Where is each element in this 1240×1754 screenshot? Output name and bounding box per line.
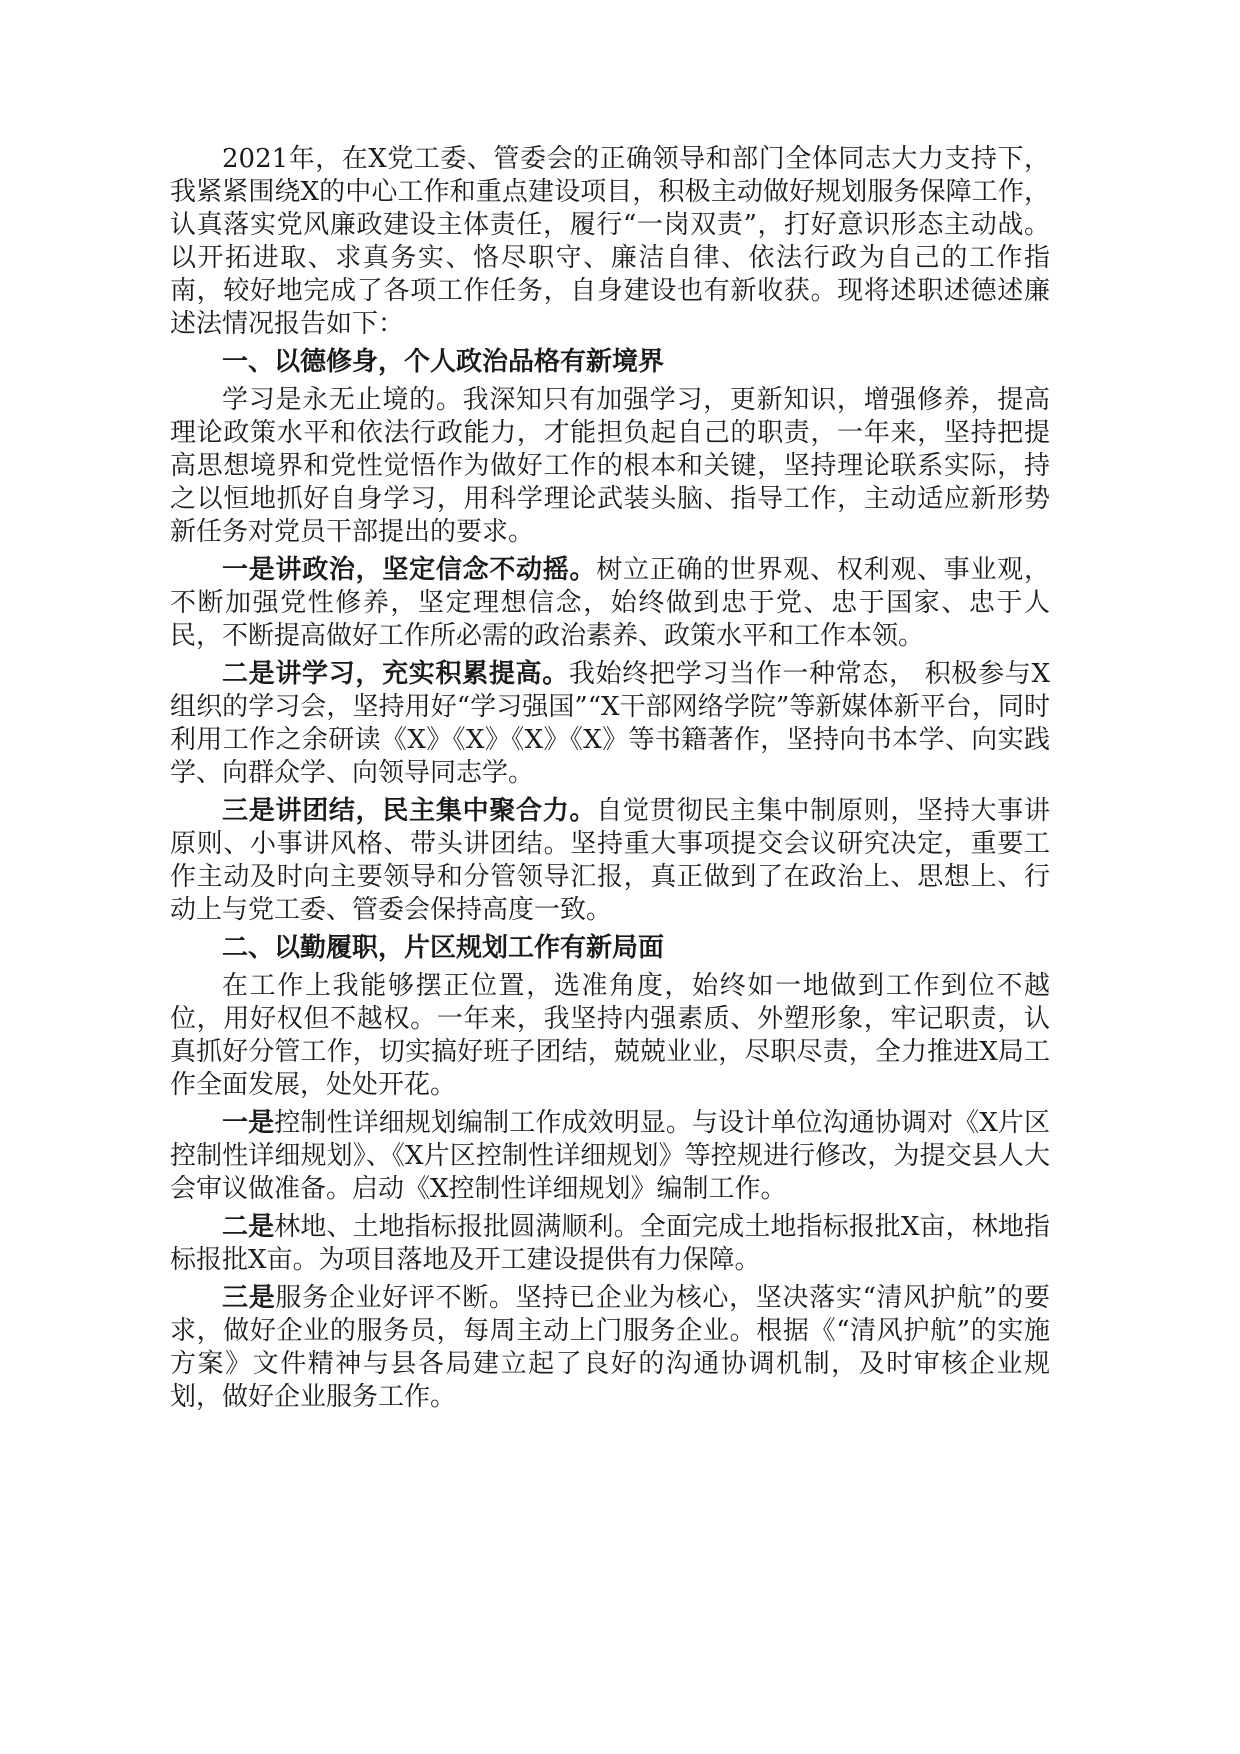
item-lead: 三是: [222, 1283, 276, 1313]
section1-intro-paragraph: 学习是永无止境的。我深知只有加强学习，更新知识，增强修养，提高理论政策水平和依法行政能力，才能担负起自己的职责，一年来，坚持把提高思想境界和党性觉悟作为做好工作的根本和关键，坚持理论联系实际，持之以恒地抓好自身学习，用科学理论武装头脑、指导工作，主动适应新形势新任务对党员干部提出的要求。: [170, 385, 1050, 547]
item-lead: 一是讲政治，坚定信念不动摇。: [222, 555, 597, 585]
section2-item-planning: [170, 1107, 1050, 1206]
section2-heading: 二、以勤履职，片区规划工作有新局面: [222, 933, 665, 963]
item-text: 树立正确的世界观、权利观、事业观，不断加强党性修养，坚定理想信念，始终做到忠于党、忠于国家、忠于人民，不断提高做好工作所必需的政治素养、政策水平和工作本领。: [170, 555, 1050, 651]
item-text: 服务企业好评不断。坚持已企业为核心，坚决落实“清风护航”的要求，做好企业的服务员，每周主动上门服务企业。根据《“清风护航”的实施方案》文件精神与县各局建立起了良好的沟通协调机制，及时审核企业规划，做好企业服务工作。: [170, 1283, 1050, 1412]
document-body: [170, 143, 1050, 1419]
item-text: 林地、土地指标报批圆满顺利。全面完成土地指标报批X亩，林地指标报批X亩。为项目落地及开工建设提供有力保障。: [170, 1212, 1050, 1275]
item-text: 我始终把学习当作一种常态， 积极参与X组织的学习会，坚持用好“学习强国”“X干部网络学院”等新媒体新平台，同时利用工作之余研读《X》《X》《X》《X》等书籍著作，坚持向书本学、向实践学、向群众学、向领导同志学。: [170, 659, 1050, 788]
section1-item-politics: [170, 554, 1050, 653]
section2-item-land: [170, 1211, 1050, 1277]
section1-heading: 一、以德修身，个人政治品格有新境界: [222, 347, 665, 377]
item-lead: 三是讲团结，民主集中聚合力。: [222, 796, 597, 826]
item-text: 控制性详细规划编制工作成效明显。与设计单位沟通协调对《X片区控制性详细规划》、《X片区控制性详细规划》等控规进行修改，为提交县人大会审议做准备。启动《X控制性详细规划》编制工作。: [170, 1108, 1050, 1204]
intro-paragraph: 2021年，在X党工委、管委会的正确领导和部门全体同志大力支持下，我紧紧围绕X的中心工作和重点建设项目，积极主动做好规划服务保障工作，认真落实党风廉政建设主体责任，履行“一岗双责”，打好意识形态主动战。以开拓进取、求真务实、恪尽职守、廉洁自律、依法行政为自己的工作指南，较好地完成了各项工作任务，自身建设也有新收获。现将述职述德述廉述法情况报告如下：: [170, 144, 1050, 339]
item-lead: 二是讲学习，充实积累提高。: [222, 659, 569, 689]
item-text: 自觉贯彻民主集中制原则，坚持大事讲原则、小事讲风格、带头讲团结。坚持重大事项提交会议研究决定，重要工作主动及时向主要领导和分管领导汇报，真正做到了在政治上、思想上、行动上与党工委、管委会保持高度一致。: [170, 796, 1050, 925]
item-lead: 一是: [222, 1108, 275, 1138]
section1-item-study: [170, 658, 1050, 790]
section2-item-service: [170, 1282, 1050, 1414]
section1-item-unity: [170, 795, 1050, 927]
item-lead: 二是: [222, 1212, 275, 1242]
section2-intro-paragraph: 在工作上我能够摆正位置，选准角度，始终如一地做到工作到位不越位，用好权但不越权。一年来，我坚持内强素质、外塑形象，牢记职责，认真抓好分管工作，切实搞好班子团结，兢兢业业，尽职尽责，全力推进X局工作全面发展，处处开花。: [170, 971, 1050, 1100]
